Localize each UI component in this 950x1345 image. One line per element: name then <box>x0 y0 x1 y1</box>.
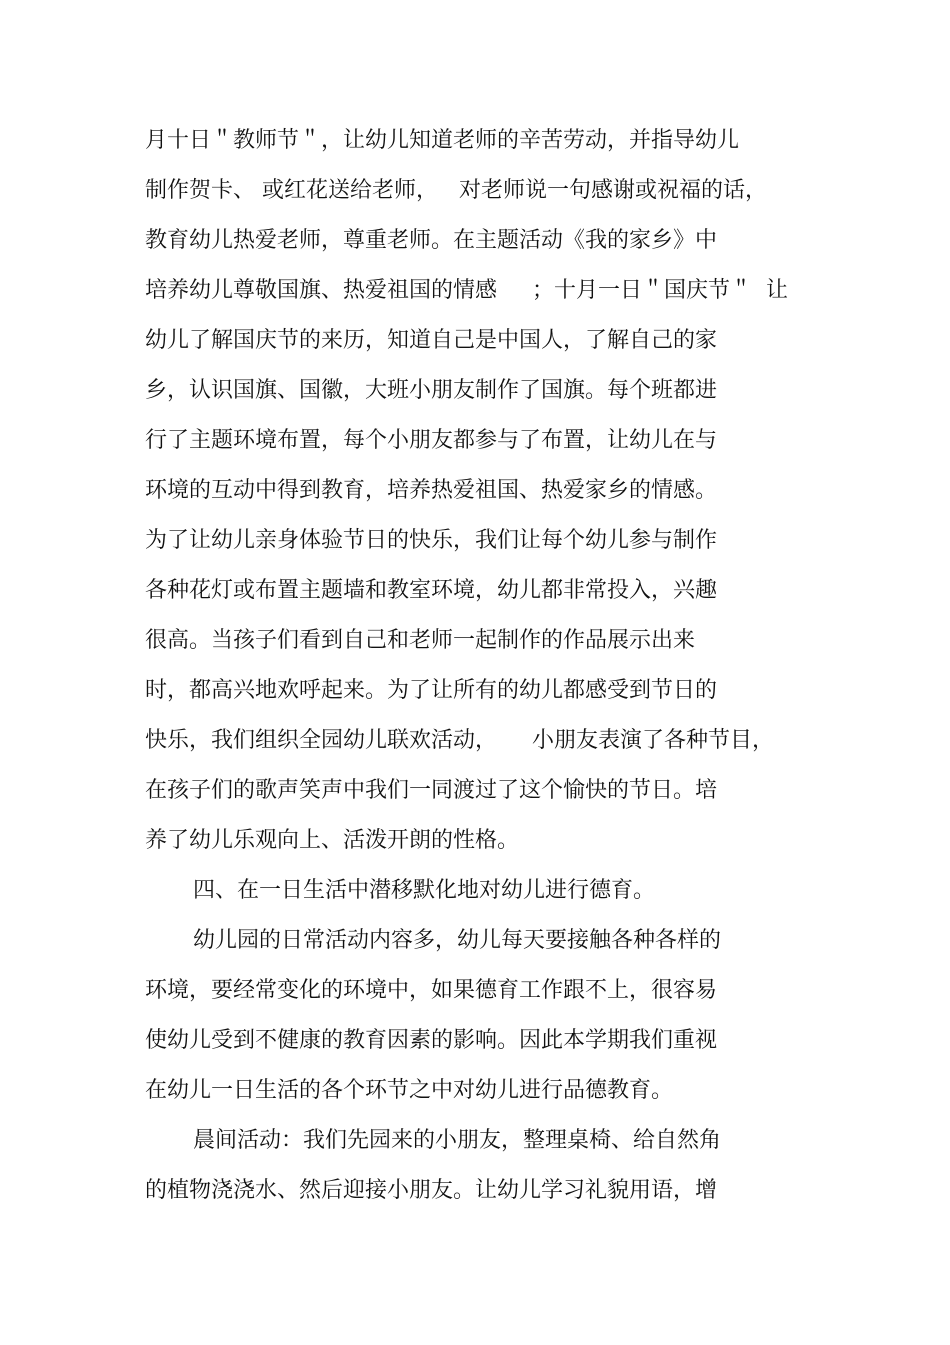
text-line: 晨间活动：我们先园来的小朋友，整理桌椅、给自然角 <box>193 1128 722 1153</box>
text-line: 使幼儿受到不健康的教育因素的影响。因此本学期我们重视 <box>145 1028 718 1053</box>
text-line: 培养幼儿尊敬国旗、热爱祖国的情感 ；十月一日＂国庆节＂ 让 <box>145 278 788 303</box>
text-line: 幼儿了解国庆节的来历，知道自己是中国人，了解自己的家 <box>145 328 718 353</box>
text-line: 在幼儿一日生活的各个环节之中对幼儿进行品德教育。 <box>145 1078 674 1103</box>
text-line: 的植物浇浇水、然后迎接小朋友。让幼儿学习礼貌用语，增 <box>145 1178 718 1203</box>
text-line: 制作贺卡、 或红花送给老师， 对老师说一句感谢或祝福的话， <box>145 178 767 203</box>
text-line: 时，都高兴地欢呼起来。为了让所有的幼儿都感受到节日的 <box>145 678 718 703</box>
text-line: 环境的互动中得到教育，培养热爱祖国、热爱家乡的情感。 <box>145 478 718 503</box>
text-line: 在孩子们的歌声笑声中我们一同渡过了这个愉快的节日。培 <box>145 778 718 803</box>
text-line: 环境，要经常变化的环境中，如果德育工作跟不上，很容易 <box>145 978 718 1003</box>
section-heading: 四、在一日生活中潜移默化地对幼儿进行德育。 <box>193 878 656 903</box>
text-line: 很高。当孩子们看到自己和老师一起制作的作品展示出来 <box>145 628 696 653</box>
text-line: 幼儿园的日常活动内容多，幼儿每天要接触各种各样的 <box>193 928 722 953</box>
text-line: 为了让幼儿亲身体验节日的快乐，我们让每个幼儿参与制作 <box>145 528 718 553</box>
text-line: 教育幼儿热爱老师，尊重老师。在主题活动《我的家乡》中 <box>145 228 718 253</box>
text-line: 养了幼儿乐观向上、活泼开朗的性格。 <box>145 828 520 853</box>
text-line: 乡，认识国旗、国徽，大班小朋友制作了国旗。每个班都进 <box>145 378 718 403</box>
text-line: 月十日＂教师节＂，让幼儿知道老师的辛苦劳动，并指导幼儿 <box>145 128 740 153</box>
text-line: 快乐，我们组织全园幼儿联欢活动， 小朋友表演了各种节目， <box>145 728 774 753</box>
text-line: 行了主题环境布置，每个小朋友都参与了布置，让幼儿在与 <box>145 428 718 453</box>
text-line: 各种花灯或布置主题墙和教室环境，幼儿都非常投入，兴趣 <box>145 578 718 603</box>
